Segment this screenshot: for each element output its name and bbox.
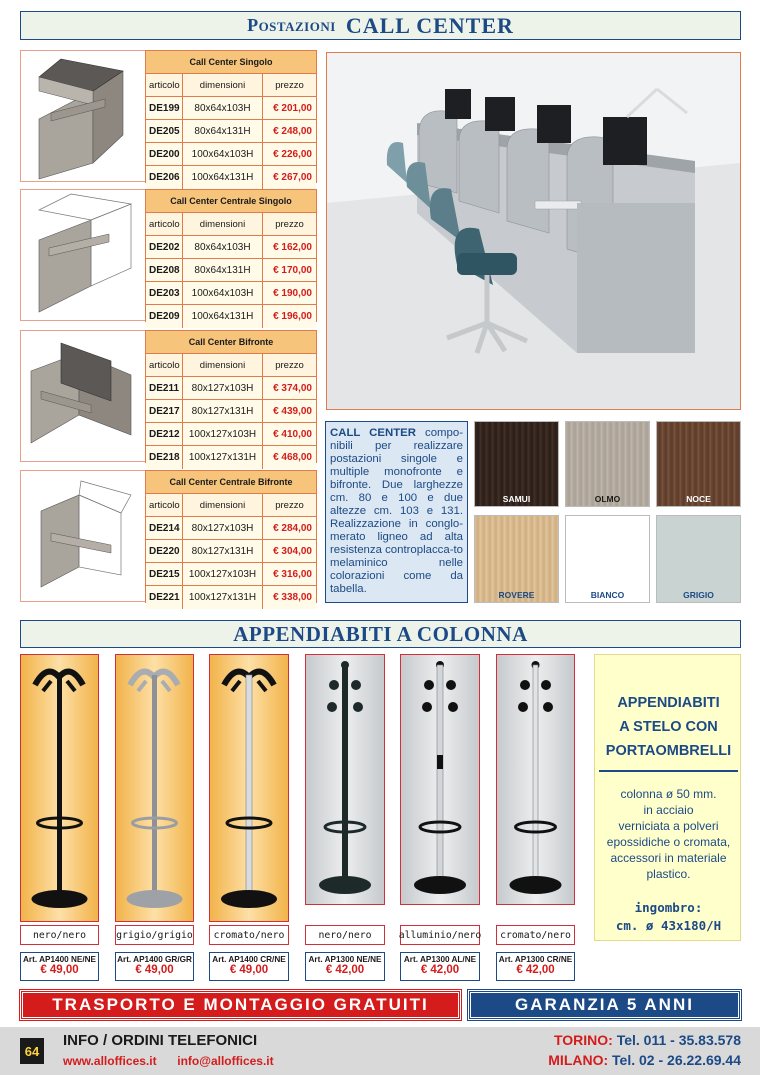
coat-stand-article: [20, 952, 99, 981]
heading-line: A STELO CON: [619, 719, 718, 735]
column-header: articolo: [146, 494, 183, 516]
page-number: 64: [20, 1038, 44, 1064]
description-lead: CALL CENTER: [330, 427, 416, 439]
cell-articolo: DE200: [146, 143, 183, 165]
table-row: [146, 517, 316, 540]
body-line: plastico.: [646, 867, 691, 881]
table-row: [146, 282, 316, 305]
email-link[interactable]: info@alloffices.it: [177, 1054, 274, 1068]
cell-dimensioni: 80x64x103H: [183, 236, 263, 258]
heading-line: APPENDIABITI: [617, 695, 720, 711]
coat-stand-color-label: grigio/grigio: [115, 925, 194, 945]
product-image-centrale-bifronte: [20, 470, 146, 602]
finish-swatch-grigio: [656, 515, 741, 603]
coat-stand-image-4: [305, 654, 385, 905]
appendiabiti-heading: [599, 691, 738, 772]
title-small: Postazioni: [247, 15, 336, 35]
ingombro-value: cm. ø 43x180/H: [615, 918, 722, 933]
coat-stand-image-6: [496, 654, 575, 905]
table-row: [146, 259, 316, 282]
page-title: [20, 11, 741, 40]
cell-articolo: DE220: [146, 540, 183, 562]
appendiabiti-body: [599, 786, 738, 882]
cell-dimensioni: 80x127x103H: [183, 377, 263, 399]
cell-articolo: DE209: [146, 305, 183, 328]
cell-articolo: DE206: [146, 166, 183, 189]
footer-links: [63, 1054, 274, 1068]
finish-label: BIANCO: [590, 590, 625, 600]
table-row: [146, 400, 316, 423]
cell-prezzo: € 468,00: [273, 452, 312, 463]
coat-stand-color-label: nero/nero: [305, 925, 385, 945]
column-header: dimensioni: [183, 213, 263, 235]
contact-tel[interactable]: Tel. 02 - 26.22.69.44: [612, 1052, 741, 1068]
finish-label: ROVERE: [498, 590, 535, 600]
footer-info: INFO / ORDINI TELEFONICI: [63, 1032, 258, 1049]
column-header: prezzo: [275, 499, 304, 511]
cell-prezzo: € 196,00: [273, 311, 312, 322]
body-line: epossidiche o cromata,: [606, 835, 731, 849]
article-price: € 42,00: [516, 964, 555, 976]
cell-prezzo: € 410,00: [273, 428, 312, 440]
section-title-appendiabiti: APPENDIABITI A COLONNA: [20, 620, 741, 648]
coat-stand-color-label: alluminio/nero: [400, 925, 480, 945]
cell-articolo: DE217: [146, 400, 183, 422]
article-code: Art. AP1400 CR/NE: [212, 955, 286, 964]
cell-prezzo: € 304,00: [273, 545, 312, 557]
cell-dimensioni: 100x64x103H: [183, 143, 263, 165]
article-code: Art. AP1300 CR/NE: [498, 955, 573, 964]
coat-stand-article: [209, 952, 289, 981]
table-row: [146, 143, 316, 166]
table-row: [146, 423, 316, 446]
description-text: compo-nibili per realizzare postazioni singole e multiple monofronte e bifronte. Due larghezze cm. 80 e 100 e due altezze cm. 103 e 131. Realizzazione in conglo-merato ligneo ad alta resistenza controplacca-to melaminico nelle colorazioni come da tabella.: [330, 427, 463, 595]
cell-prezzo: € 201,00: [273, 102, 312, 114]
article-price: € 42,00: [420, 964, 460, 976]
cell-dimensioni: 100x64x131H: [183, 166, 263, 189]
cell-articolo: DE202: [146, 236, 183, 258]
table-row: [146, 97, 316, 120]
article-price: € 49,00: [40, 964, 79, 976]
coat-stand-article: [496, 952, 575, 981]
contact-city: MILANO:: [548, 1052, 609, 1068]
cell-articolo: DE218: [146, 446, 183, 469]
website-link[interactable]: www.alloffices.it: [63, 1054, 157, 1068]
table-header-row: [146, 354, 316, 377]
table-row: [146, 305, 316, 328]
cell-dimensioni: 100x64x131H: [183, 305, 263, 328]
cell-prezzo: € 162,00: [273, 241, 312, 253]
cell-prezzo: € 374,00: [273, 382, 312, 394]
table-title: Call Center Centrale Bifronte: [146, 471, 316, 494]
body-line: colonna ø 50 mm.: [620, 787, 717, 801]
article-price: € 49,00: [229, 964, 269, 976]
finish-label: NOCE: [686, 494, 711, 504]
table-header-row: [146, 213, 316, 236]
price-table-bifronte: [145, 330, 317, 463]
cell-dimensioni: 80x64x131H: [183, 120, 263, 142]
cell-dimensioni: 100x127x103H: [183, 563, 263, 585]
finish-swatch-noce: [656, 421, 741, 507]
warranty-banner: GARANZIA 5 ANNI: [468, 990, 741, 1020]
article-code: Art. AP1300 AL/NE: [403, 955, 477, 964]
price-table-centrale-bifronte: [145, 470, 317, 603]
cell-articolo: DE212: [146, 423, 183, 445]
article-code: Art. AP1400 NE/NE: [23, 955, 96, 964]
table-header-row: [146, 74, 316, 97]
product-image-bifronte: [20, 330, 146, 462]
cell-dimensioni: 80x127x131H: [183, 400, 263, 422]
cell-prezzo: € 284,00: [273, 522, 312, 534]
price-table-singolo: [145, 50, 317, 183]
appendiabiti-info-box: [594, 654, 741, 941]
shipping-banner: TRASPORTO E MONTAGGIO GRATUITI: [20, 990, 461, 1020]
cell-prezzo: € 267,00: [273, 172, 312, 183]
contact-city: TORINO:: [553, 1032, 613, 1048]
cell-dimensioni: 80x64x131H: [183, 259, 263, 281]
body-line: in acciaio: [643, 803, 694, 817]
coat-stand-image-5: [400, 654, 480, 905]
ingombro-label: ingombro:: [634, 900, 703, 915]
table-row: [146, 166, 316, 189]
cell-prezzo: € 190,00: [273, 287, 312, 299]
finish-label: GRIGIO: [683, 590, 714, 600]
cell-prezzo: € 439,00: [273, 405, 312, 417]
heading-line: PORTAOMBRELLI: [605, 743, 732, 759]
cell-articolo: DE215: [146, 563, 183, 585]
table-row: [146, 446, 316, 469]
cell-articolo: DE221: [146, 586, 183, 609]
cell-dimensioni: 100x127x103H: [183, 423, 263, 445]
cell-dimensioni: 100x127x131H: [183, 586, 263, 609]
table-title: Call Center Singolo: [146, 51, 316, 74]
table-header-row: [146, 494, 316, 517]
contact-tel[interactable]: Tel. 011 - 35.83.578: [616, 1032, 741, 1048]
cell-prezzo: € 170,00: [273, 264, 312, 276]
call-center-description: [325, 421, 468, 603]
cell-articolo: DE203: [146, 282, 183, 304]
finish-label: OLMO: [594, 494, 621, 504]
article-code: Art. AP1300 NE/NE: [308, 955, 382, 964]
column-header: articolo: [146, 74, 183, 96]
cell-dimensioni: 80x127x131H: [183, 540, 263, 562]
coat-stand-image-1: [20, 654, 99, 922]
call-center-photo: [326, 52, 741, 410]
price-table-centrale-singolo: [145, 189, 317, 322]
column-header: dimensioni: [183, 494, 263, 516]
coat-stand-color-label: nero/nero: [20, 925, 99, 945]
column-header: articolo: [146, 213, 183, 235]
column-header: dimensioni: [183, 74, 263, 96]
column-header: dimensioni: [183, 354, 263, 376]
coat-stand-image-2: [115, 654, 194, 922]
article-price: € 49,00: [135, 964, 174, 976]
finish-swatch-rovere: [474, 515, 559, 603]
table-row: [146, 563, 316, 586]
coat-stand-article: [400, 952, 480, 981]
cell-articolo: DE208: [146, 259, 183, 281]
column-header: prezzo: [275, 359, 304, 371]
finish-swatch-samui: [474, 421, 559, 507]
coat-stand-color-label: cromato/nero: [209, 925, 289, 945]
cell-prezzo: € 248,00: [273, 125, 312, 137]
table-row: [146, 120, 316, 143]
product-image-singolo: [20, 50, 146, 182]
cell-dimensioni: 100x127x131H: [183, 446, 263, 469]
coat-stand-article: [115, 952, 194, 981]
finish-label: SAMUI: [502, 494, 531, 504]
table-title: Call Center Centrale Singolo: [146, 190, 316, 213]
cell-prezzo: € 316,00: [273, 568, 312, 580]
cell-dimensioni: 80x64x103H: [183, 97, 263, 119]
finish-swatch-olmo: [565, 421, 650, 507]
cell-articolo: DE214: [146, 517, 183, 539]
ingombro: [599, 899, 738, 935]
article-price: € 42,00: [325, 964, 365, 976]
column-header: articolo: [146, 354, 183, 376]
contact-milano: [548, 1052, 741, 1068]
cell-dimensioni: 100x64x103H: [183, 282, 263, 304]
cell-dimensioni: 80x127x103H: [183, 517, 263, 539]
body-line: accessori in materiale: [610, 851, 727, 865]
column-header: prezzo: [275, 79, 304, 91]
contact-torino: [554, 1032, 741, 1048]
table-row: [146, 540, 316, 563]
table-title: Call Center Bifronte: [146, 331, 316, 354]
article-code: Art. AP1400 GR/GR: [117, 955, 192, 964]
coat-stand-article: [305, 952, 385, 981]
table-row: [146, 586, 316, 609]
table-row: [146, 236, 316, 259]
coat-stand-color-label: cromato/nero: [496, 925, 575, 945]
product-image-centrale-singolo: [20, 189, 146, 321]
coat-stand-image-3: [209, 654, 289, 922]
title-big: CALL CENTER: [345, 12, 514, 38]
body-line: verniciata a polveri: [618, 819, 719, 833]
cell-articolo: DE211: [146, 377, 183, 399]
finish-swatch-bianco: [565, 515, 650, 603]
cell-articolo: DE199: [146, 97, 183, 119]
cell-prezzo: € 338,00: [273, 592, 312, 603]
table-row: [146, 377, 316, 400]
cell-articolo: DE205: [146, 120, 183, 142]
cell-prezzo: € 226,00: [273, 148, 312, 160]
column-header: prezzo: [275, 218, 304, 230]
